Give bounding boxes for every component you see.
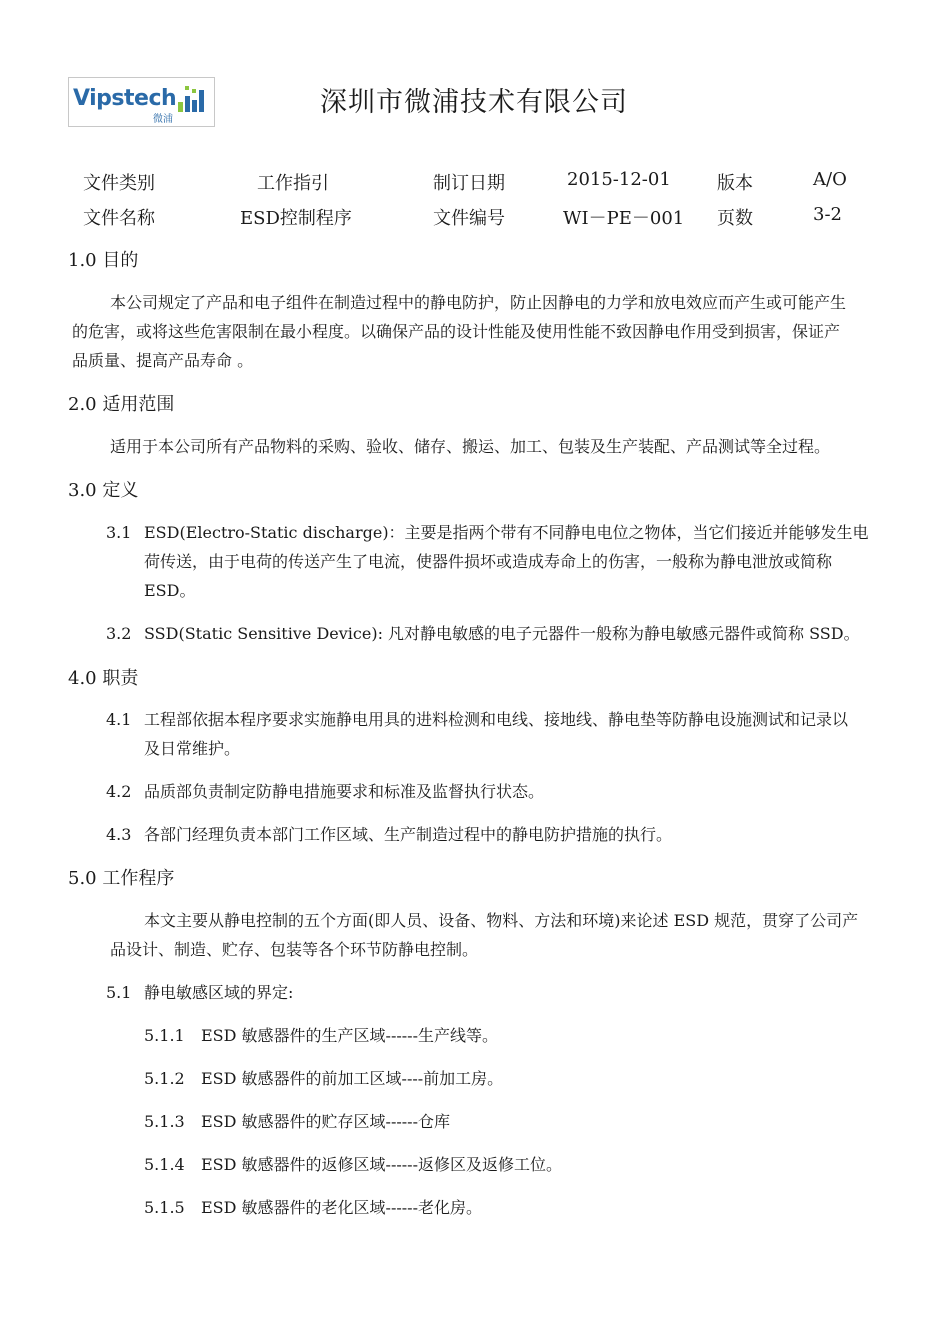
clause-number: 3.1	[106, 523, 132, 542]
purpose-line-3: 品质量、提高产品寿命 。	[72, 351, 254, 370]
purpose-line-1: 本公司规定了产品和电子组件在制造过程中的静电防护，防止因静电的力学和放电效应而产生或可能产生	[110, 293, 847, 312]
meta-label-pages: 页数	[717, 208, 753, 229]
meta-value-number: WI－PE－001	[563, 208, 685, 229]
section-heading-scope: 2.0 适用范围	[68, 394, 175, 415]
meta-label-number: 文件编号	[433, 208, 505, 229]
meta-label-version: 版本	[717, 173, 753, 194]
section-heading-procedure: 5.0 工作程序	[68, 868, 175, 889]
clause-number: 4.3	[106, 825, 132, 844]
logo-bars-icon	[176, 84, 210, 114]
subclause-number: 5.1.5	[144, 1198, 185, 1217]
responsibility-engineering-line-1: 工程部依据本程序要求实施静电用具的进料检测和电线、接地线、静电垫等防静电设施测试和记录以	[144, 710, 849, 729]
purpose-line-2: 的危害，或将这些危害限制在最小程度。以确保产品的设计性能及使用性能不致因静电作用受到损害，保证产	[72, 322, 841, 341]
scope-text: 适用于本公司所有产品物料的采购、验收、储存、搬运、加工、包装及生产装配、产品测试等全过程。	[110, 437, 831, 456]
clause-number: 5.1	[106, 983, 132, 1002]
sensitive-area-item: ESD 敏感器件的贮存区域------仓库	[201, 1112, 450, 1131]
section-heading-responsibility: 4.0 职责	[68, 668, 139, 689]
sensitive-area-item: ESD 敏感器件的老化区域------老化房。	[201, 1198, 482, 1217]
meta-value-date: 2015-12-01	[567, 169, 671, 190]
meta-label-date: 制订日期	[433, 173, 505, 194]
definition-esd-line-3: ESD。	[144, 581, 196, 600]
clause-number: 4.1	[106, 710, 132, 729]
responsibility-quality: 品质部负责制定防静电措施要求和标准及监督执行状态。	[144, 782, 545, 801]
subclause-number: 5.1.2	[144, 1069, 185, 1088]
procedure-line-2: 品设计、制造、贮存、包装等各个环节防静电控制。	[110, 940, 479, 959]
responsibility-managers: 各部门经理负责本部门工作区域、生产制造过程中的静电防护措施的执行。	[144, 825, 673, 844]
definition-esd-line-2: 荷传送，由于电荷的传送产生了电流，使器件损坏或造成寿命上的伤害，一般称为静电泄放或简称	[144, 552, 833, 571]
clause-number: 3.2	[106, 624, 132, 643]
company-name: 深圳市微浦技术有限公司	[320, 87, 628, 118]
clause-number: 4.2	[106, 782, 132, 801]
section-heading-definition: 3.0 定义	[68, 480, 139, 501]
definition-esd-line-1: ESD(Electro-Static discharge)：主要是指两个带有不同静电电位之物体，当它们接近并能够发生电	[144, 523, 869, 542]
meta-value-category: 工作指引	[257, 173, 329, 194]
section-heading-purpose: 1.0 目的	[68, 250, 139, 271]
meta-value-version: A/O	[813, 169, 847, 190]
logo-text: Vipstech	[73, 86, 177, 111]
meta-label-category: 文件类别	[83, 173, 155, 194]
sensitive-area-definition: 静电敏感区域的界定:	[144, 983, 294, 1002]
meta-label-name: 文件名称	[83, 208, 155, 229]
subclause-number: 5.1.1	[144, 1026, 185, 1045]
sensitive-area-item: ESD 敏感器件的前加工区域----前加工房。	[201, 1069, 504, 1088]
subclause-number: 5.1.4	[144, 1155, 185, 1174]
definition-ssd: SSD(Static Sensitive Device): 凡对静电敏感的电子元器件一般称为静电敏感元器件或简称 SSD。	[144, 624, 860, 643]
meta-value-pages: 3-2	[813, 204, 842, 225]
sensitive-area-item: ESD 敏感器件的生产区域------生产线等。	[201, 1026, 498, 1045]
procedure-line-1: 本文主要从静电控制的五个方面(即人员、设备、物料、方法和环境)来论述 ESD 规范，贯穿了公司产	[144, 911, 859, 930]
company-logo	[68, 77, 215, 127]
logo-subtext: 微浦	[153, 114, 173, 125]
responsibility-engineering-line-2: 及日常维护。	[144, 739, 241, 758]
sensitive-area-item: ESD 敏感器件的返修区域------返修区及返修工位。	[201, 1155, 562, 1174]
meta-value-name: ESD控制程序	[240, 208, 352, 229]
subclause-number: 5.1.3	[144, 1112, 185, 1131]
